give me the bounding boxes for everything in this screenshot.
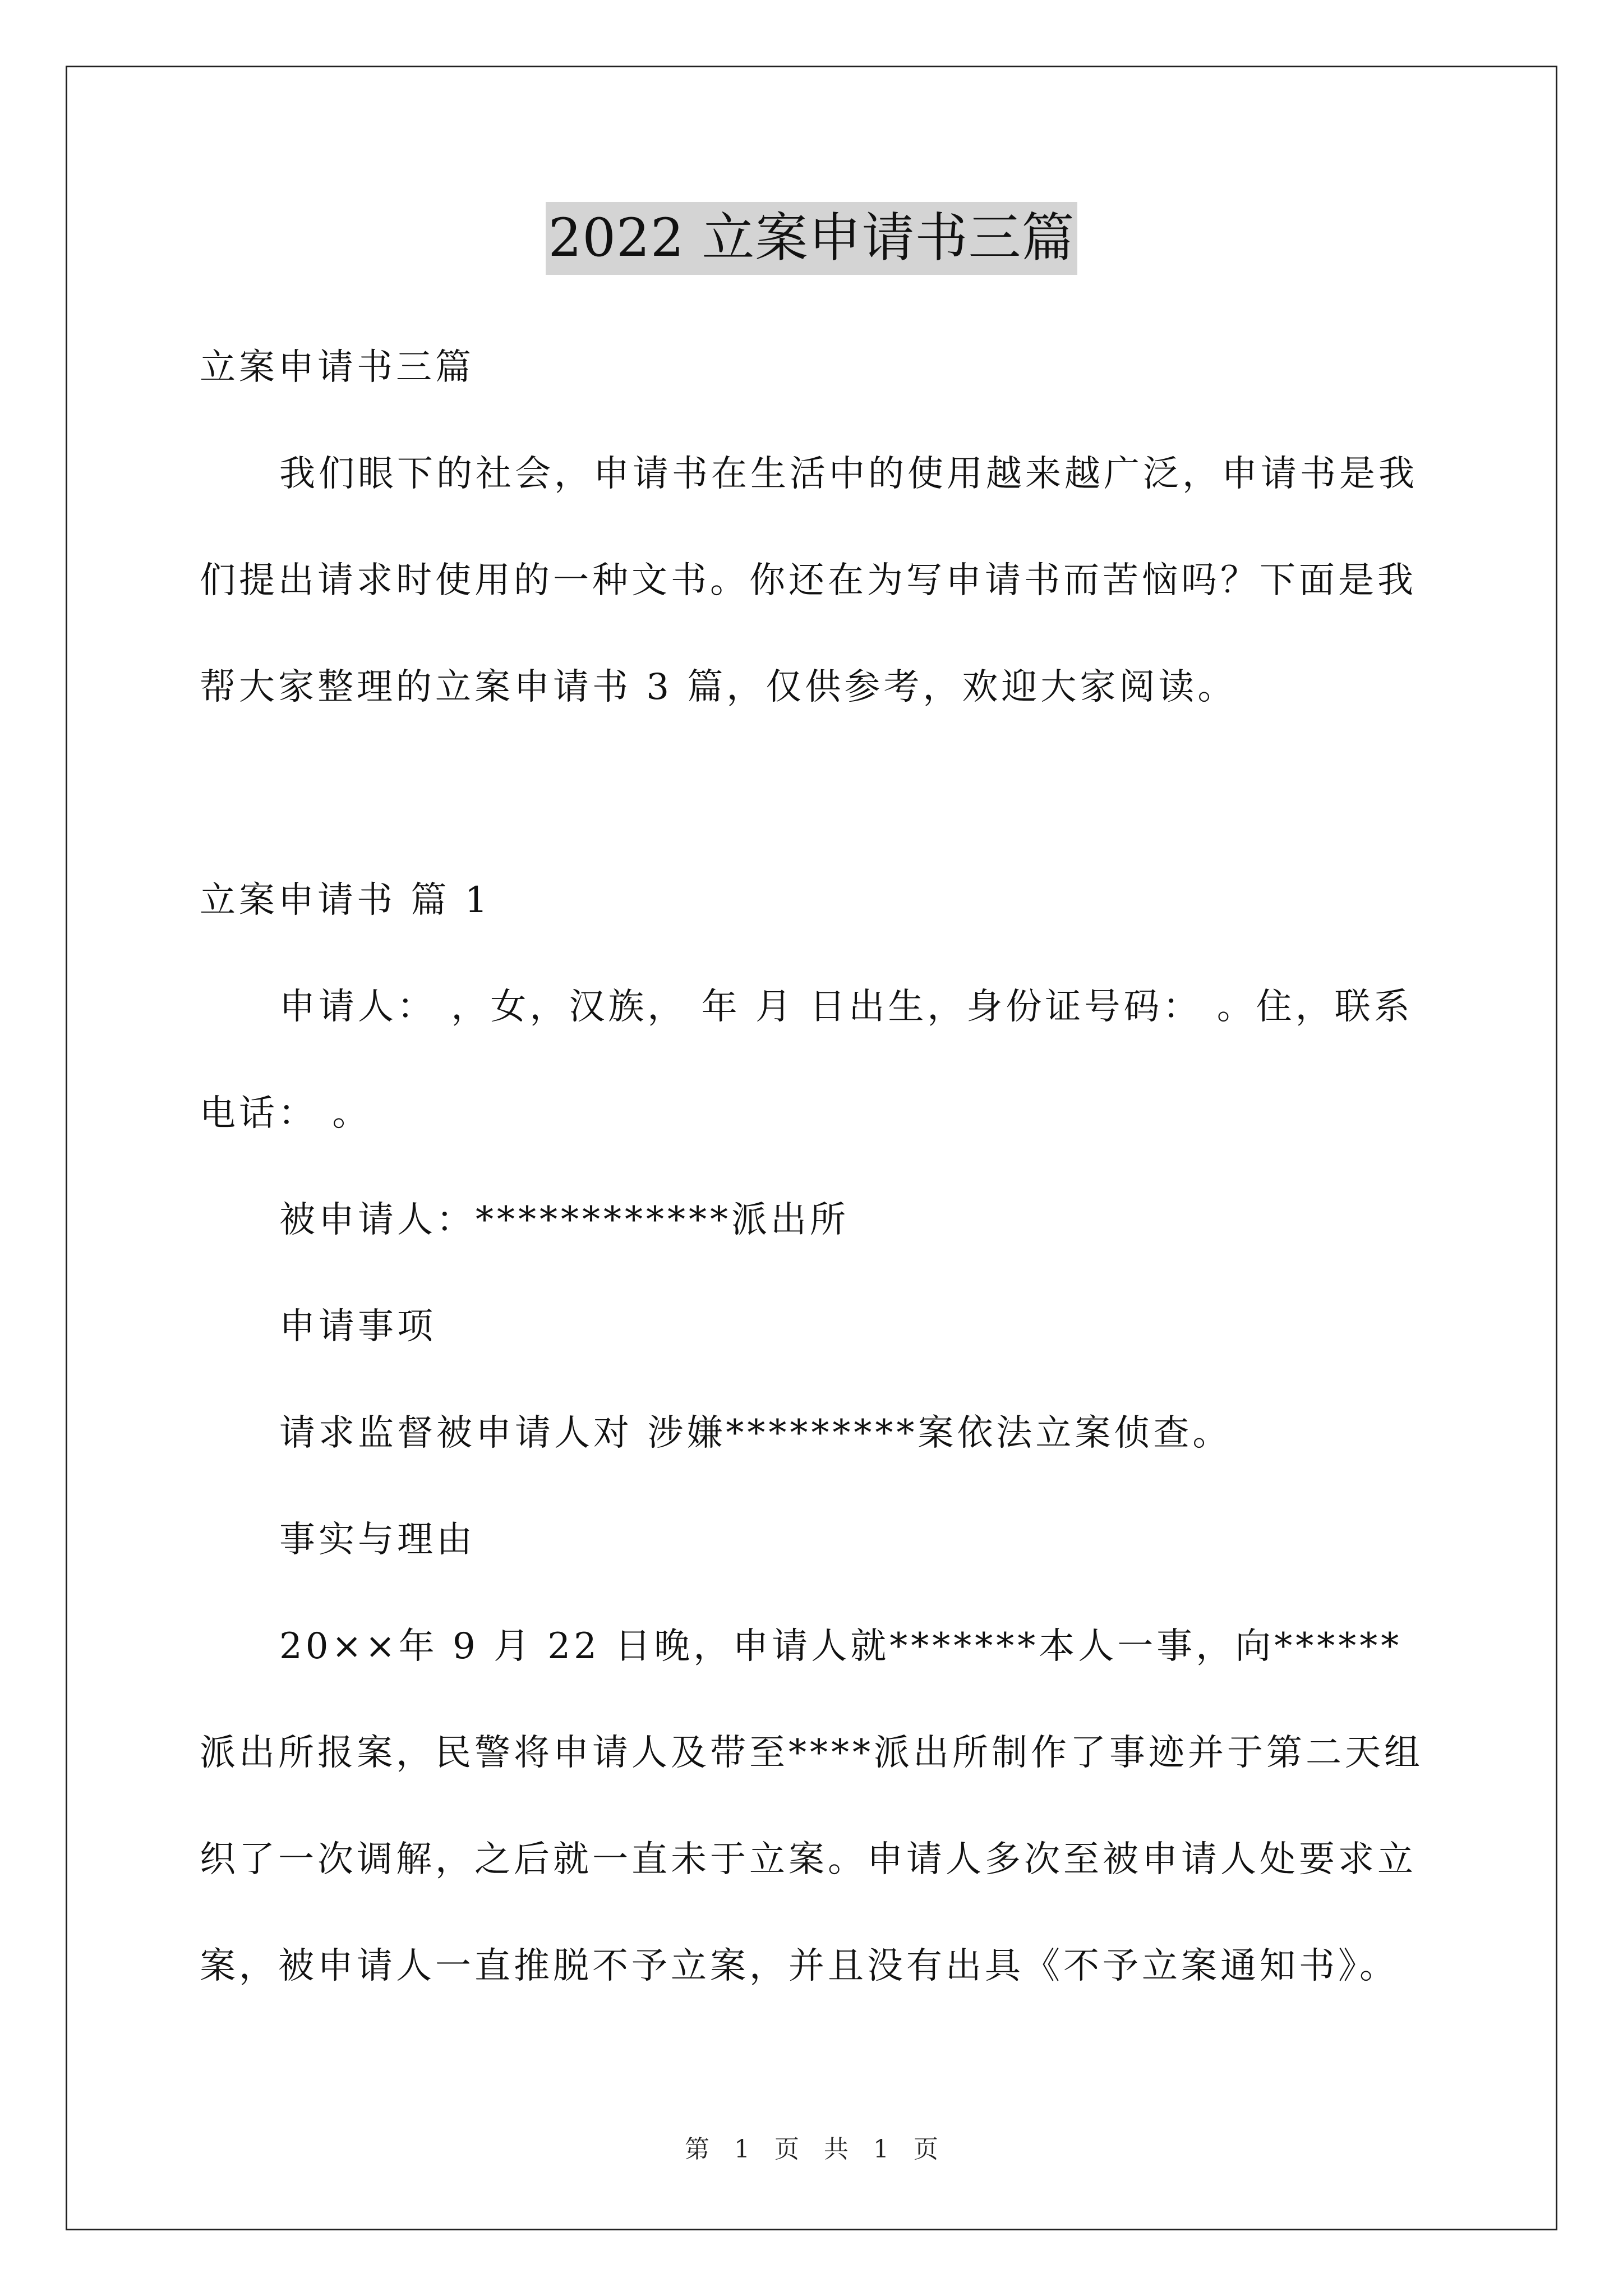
request-heading: 申请事项 (279, 1306, 436, 1347)
request-paragraph: 请求监督被申请人对 涉嫌*********案依法立案侦查。 (279, 1412, 1232, 1454)
respondent-paragraph: 被申请人：************派出所 (279, 1199, 849, 1241)
intro-paragraph: 我们眼下的社会，申请书在生活中的使用越来越广泛，申请书是我们提出请求时使用的一种文书。你还在为写申请书而苦恼吗？下面是我帮大家整理的立案申请书 3 篇，仅供参考，欢迎大家阅读。 (200, 453, 1418, 708)
subtitle-paragraph: 立案申请书三篇 (200, 347, 474, 388)
title-container (0, 202, 1623, 275)
applicant-paragraph: 申请人： ，女，汉族， 年 月 日出生，身份证号码： 。住，联系电话： 。 (200, 986, 1413, 1134)
blank-line (200, 740, 1441, 847)
document-title: 2022 立案申请书三篇 (546, 202, 1077, 275)
section-heading: 立案申请书 篇 1 (200, 880, 491, 921)
document-body (200, 314, 1441, 2019)
facts-heading: 事实与理由 (279, 1519, 476, 1561)
page-footer: 第 1 页 共 1 页 (685, 2135, 938, 2164)
facts-paragraph: 20××年 9 月 22 日晚，申请人就*******本人一事，向******派出所报案，民警将申请人及带至****派出所制作了事迹并于第二天组织了一次调解，之后就一直未于立案。申请人多次至被申请人处要求立案，被申请人一直推脱不予立案，并且没有出具《不予立案通知书》。 (200, 1626, 1423, 1987)
